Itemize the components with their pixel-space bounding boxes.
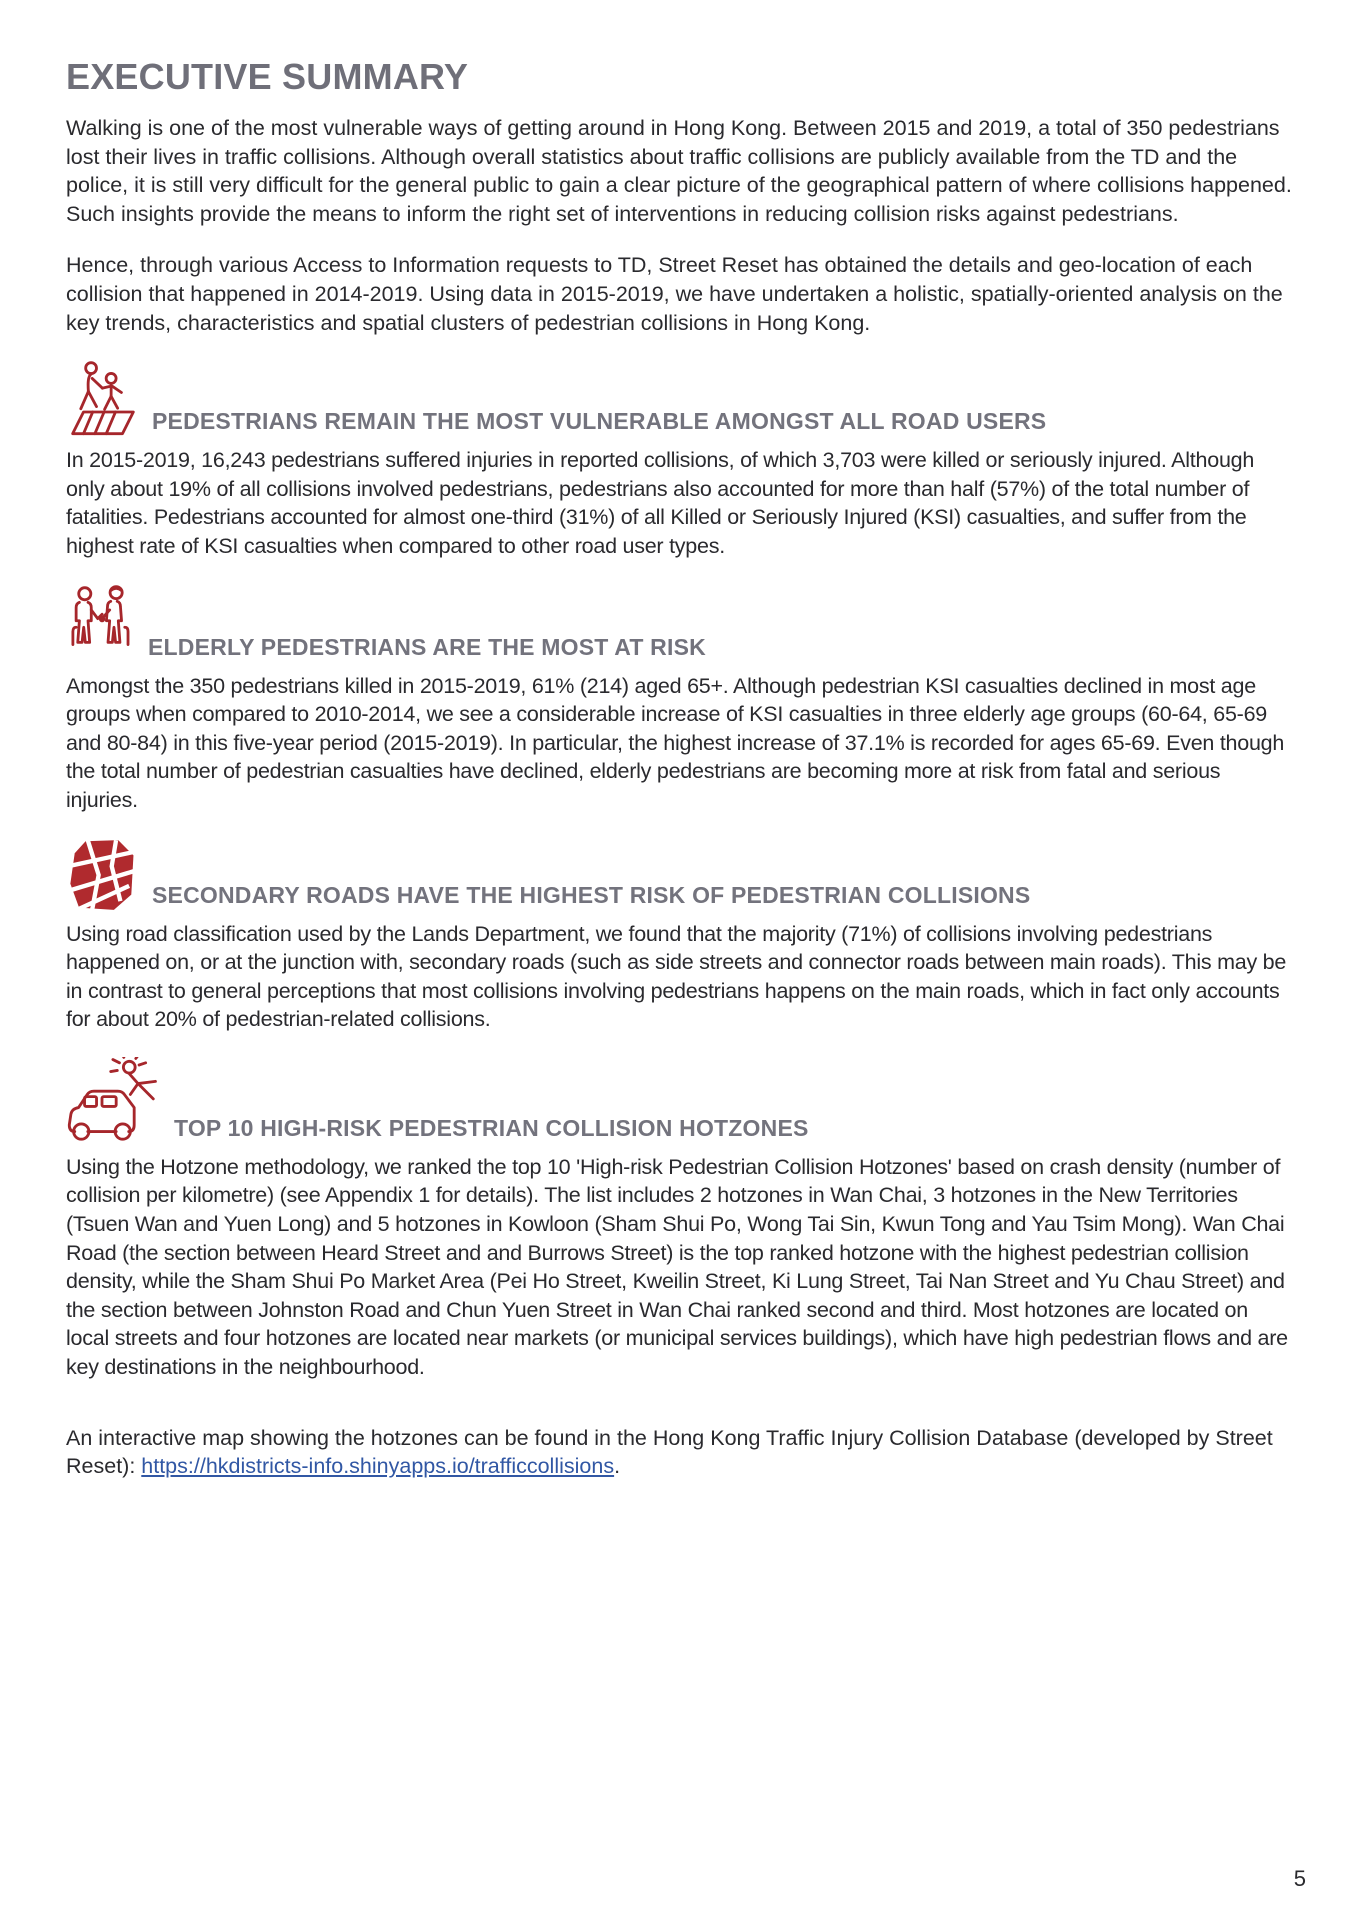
intro-paragraph-2: Hence, through various Access to Information requests to TD, Street Reset has obtained the details and geo-location of each collision that happened in 2014-2019. Using data in 2015-2019, we have undertaken a holistic, spatially-oriented analysis on the key trends, characteristics and spatial clusters of pedestrian collisions in Hong Kong.	[66, 253, 1283, 335]
section-heading-row	[66, 360, 1292, 438]
section-heading: SECONDARY ROADS HAVE THE HIGHEST RISK OF PEDESTRIAN COLLISIONS	[152, 881, 1031, 908]
section-body: Using road classification used by the Lands Department, we found that the majority (71%) of collisions involving pedestrians happened on, or at the junction with, secondary roads (such as side streets and connector roads between main roads). This may be in contrast to general perceptions that most collisions involving pedestrians happens on the main roads, which in fact only accounts for about 20% of pedestrian-related collisions.	[66, 921, 1287, 1032]
crosswalk-pedestrians-icon	[66, 360, 140, 438]
section-body: Amongst the 350 pedestrians killed in 2015-2019, 61% (214) aged 65+. Although pedestrian KSI casualties declined in most age groups when compared to 2010-2014, we see a considerable increase of KSI casualties in three elderly age groups (60-64, 65-69 and 80-84) in this five-year period (2015-2019). In particular, the highest increase of 37.1% is recorded for ages 65-69. Even though the total number of pedestrian casualties have declined, elderly pedestrians are becoming more at risk from fatal and serious injuries.	[66, 673, 1285, 812]
page-number: 5	[1293, 1866, 1306, 1891]
section-heading-row	[66, 584, 1292, 664]
section-heading-row	[66, 838, 1292, 912]
footer-paragraph	[66, 1424, 1292, 1481]
section-heading: ELDERLY PEDESTRIANS ARE THE MOST AT RISK	[148, 633, 706, 660]
section-body: In 2015-2019, 16,243 pedestrians suffered injuries in reported collisions, of which 3,703 were killed or seriously injured. Although only about 19% of all collisions involved pedestrians, pedestrians also accounted for more than half (57%) of the total number of fatalities. Pedestrians accounted for almost one-third (31%) of all Killed or Seriously Injured (KSI) casualties, and suffer from the highest rate of KSI casualties when compared to other road user types.	[66, 448, 1255, 558]
page-title: EXECUTIVE SUMMARY	[66, 56, 469, 97]
section-heading-row	[66, 1057, 1292, 1145]
section-secondary-roads	[66, 838, 1292, 1034]
section-body: Using the Hotzone methodology, we ranked the top 10 'High-risk Pedestrian Collision Hotzones' based on crash density (number of collision per kilometre) (see Appendix 1 for details). The list includes 2 hotzones in Wan Chai, 3 hotzones in the New Territories (Tsuen Wan and Yuen Long) and 5 hotzones in Kowloon (Sham Shui Po, Wong Tai Sin, Kwun Tong and Yau Tsim Mong). Wan Chai Road (the section between Heard Street and and Burrows Street) is the top ranked hotzone with the highest pedestrian collision density, while the Sham Shui Po Market Area (Pei Ho Street, Kweilin Street, Ki Lung Street, Tai Nan Street and Yu Chau Street) and the section between Johnston Road and Chun Yuen Street in Wan Chai ranked second and third. Most hotzones are located on local streets and four hotzones are located near markets (or municipal services buildings), which have high pedestrian flows and are key destinations in the neighbourhood.	[66, 1154, 1288, 1380]
footer-text-period: .	[614, 1454, 621, 1479]
intro-paragraph-1: Walking is one of the most vulnerable ways of getting around in Hong Kong. Between 2015 and 2019, a total of 350 pedestrians lost their lives in traffic collisions. Although overall statistics about traffic collisions are publicly available from the TD and the police, it is still very difficult for the general public to gain a clear picture of the geographical pattern of where collisions happened. Such insights provide the means to inform the right set of interventions in reducing collision risks against pedestrians.	[66, 116, 1292, 226]
section-top10-hotzones	[66, 1057, 1292, 1382]
traffic-collisions-database-link[interactable]: https://hkdistricts-info.shinyapps.io/trafficcollisions	[141, 1454, 615, 1479]
elderly-couple-icon	[66, 584, 136, 664]
section-pedestrians-vulnerable	[66, 360, 1292, 560]
footer-text: An interactive map showing the hotzones can be found in the Hong Kong Traffic Injury Collision Database (developed by Street Reset):	[66, 1425, 1273, 1479]
road-map-icon	[66, 838, 140, 912]
section-heading: PEDESTRIANS REMAIN THE MOST VULNERABLE AMONGST ALL ROAD USERS	[152, 408, 1047, 435]
car-pedestrian-collision-icon	[66, 1057, 162, 1145]
section-heading: TOP 10 HIGH-RISK PEDESTRIAN COLLISION HOTZONES	[174, 1114, 809, 1141]
section-elderly-risk	[66, 584, 1292, 815]
